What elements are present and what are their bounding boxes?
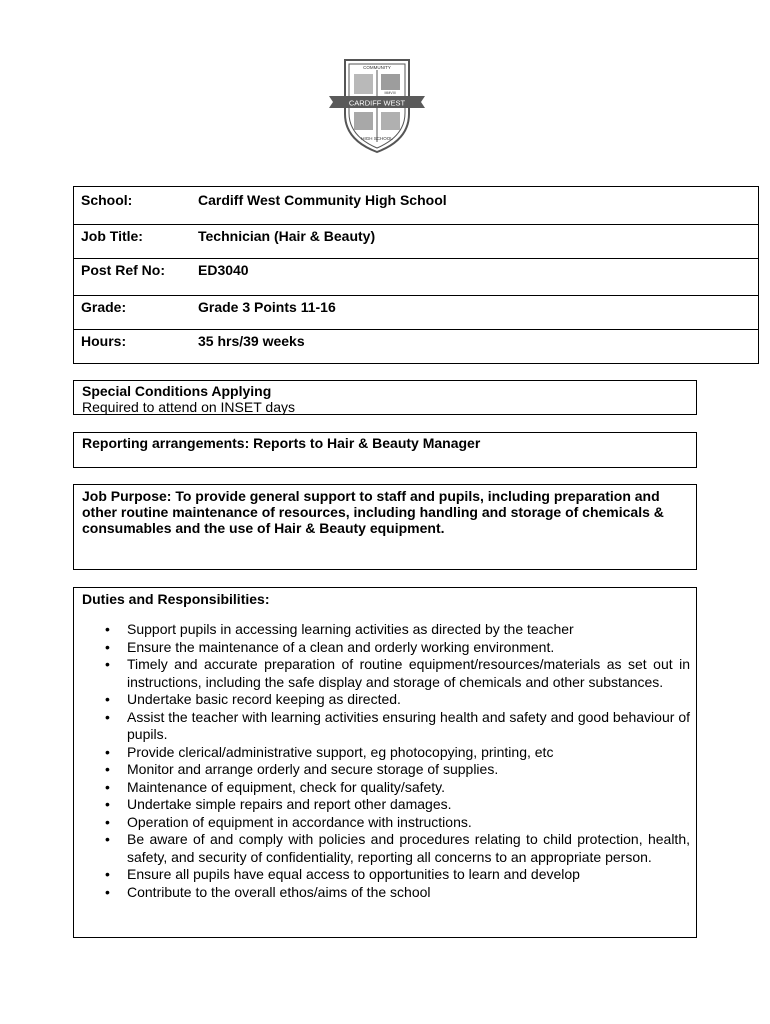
duty-item: • Monitor and arrange orderly and secure storage of supplies. [82,761,690,779]
info-row-grade [74,296,759,330]
school-crest-logo [327,52,427,154]
duty-item: • Undertake basic record keeping as directed. [82,691,690,709]
duties-title: Duties and Responsibilities: [82,591,270,607]
duty-item: • Operation of equipment in accordance with instructions. [82,814,690,832]
special-conditions-title: Special Conditions Applying [82,383,272,399]
info-key: Hours: [74,330,191,364]
info-row-post-ref [74,259,759,296]
info-key: Post Ref No: [74,259,191,296]
duty-item: • Undertake simple repairs and report other damages. [82,796,690,814]
crest-quarter-dragon-2 [381,112,400,130]
info-key: Grade: [74,296,191,330]
duty-item: • Ensure the maintenance of a clean and orderly working environment. [82,639,690,657]
duty-item: • Support pupils in accessing learning activities as directed by the teacher [82,621,690,639]
info-value: Grade 3 Points 11-16 [190,296,759,330]
info-value: Cardiff West Community High School [190,187,759,225]
info-key: School: [74,187,191,225]
reporting-arrangements-box [73,432,697,468]
crest-bottom-text: HIGH SCHOOL [361,136,393,141]
info-value: ED3040 [190,259,759,296]
crest-quarter-helmet [381,74,400,90]
info-value: 35 hrs/39 weeks [190,330,759,364]
info-key: Job Title: [74,225,191,259]
info-row-job-title [74,225,759,259]
duty-item: • Provide clerical/administrative support, eg photocopying, printing, etc [82,744,690,762]
crest-quarter-knot [354,112,373,130]
special-conditions-box [73,380,697,415]
special-conditions-text: Required to attend on INSET days [82,399,295,415]
duty-item: • Contribute to the overall ethos/aims of the school [82,884,690,902]
duties-list [82,621,690,901]
info-value: Technician (Hair & Beauty) [190,225,759,259]
duty-item: • Assist the teacher with learning activities ensuring health and safety and good behaviour of pupils. [82,709,690,744]
job-purpose-box [73,484,697,570]
job-info-table [73,186,759,364]
duty-item: • Maintenance of equipment, check for quality/safety. [82,779,690,797]
crest-quarter-dragon [354,74,373,94]
info-row-school [74,187,759,225]
crest-roman-numeral: MMVIII [384,91,396,95]
info-row-hours [74,330,759,364]
crest-banner-text: CARDIFF WEST [348,98,406,108]
job-purpose-text: Job Purpose: To provide general support to staff and pupils, including preparation and other routine maintenance of resources, including handling and storage of chemicals & consumables and the use of Hair & Beauty equipment. [82,488,664,536]
crest-top-text: COMMUNITY [363,65,391,70]
duty-item: • Timely and accurate preparation of routine equipment/resources/materials as set out in instructions, including the safe display and storage of chemicals and other substances. [82,656,690,691]
duty-item: • Ensure all pupils have equal access to opportunities to learn and develop [82,866,690,884]
duty-item: • Be aware of and comply with policies and procedures relating to child protection, health, safety, and security of confidentiality, reporting all concerns to an appropriate person. [82,831,690,866]
duties-box [73,587,697,938]
reporting-arrangements-text: Reporting arrangements: Reports to Hair & Beauty Manager [82,435,481,451]
